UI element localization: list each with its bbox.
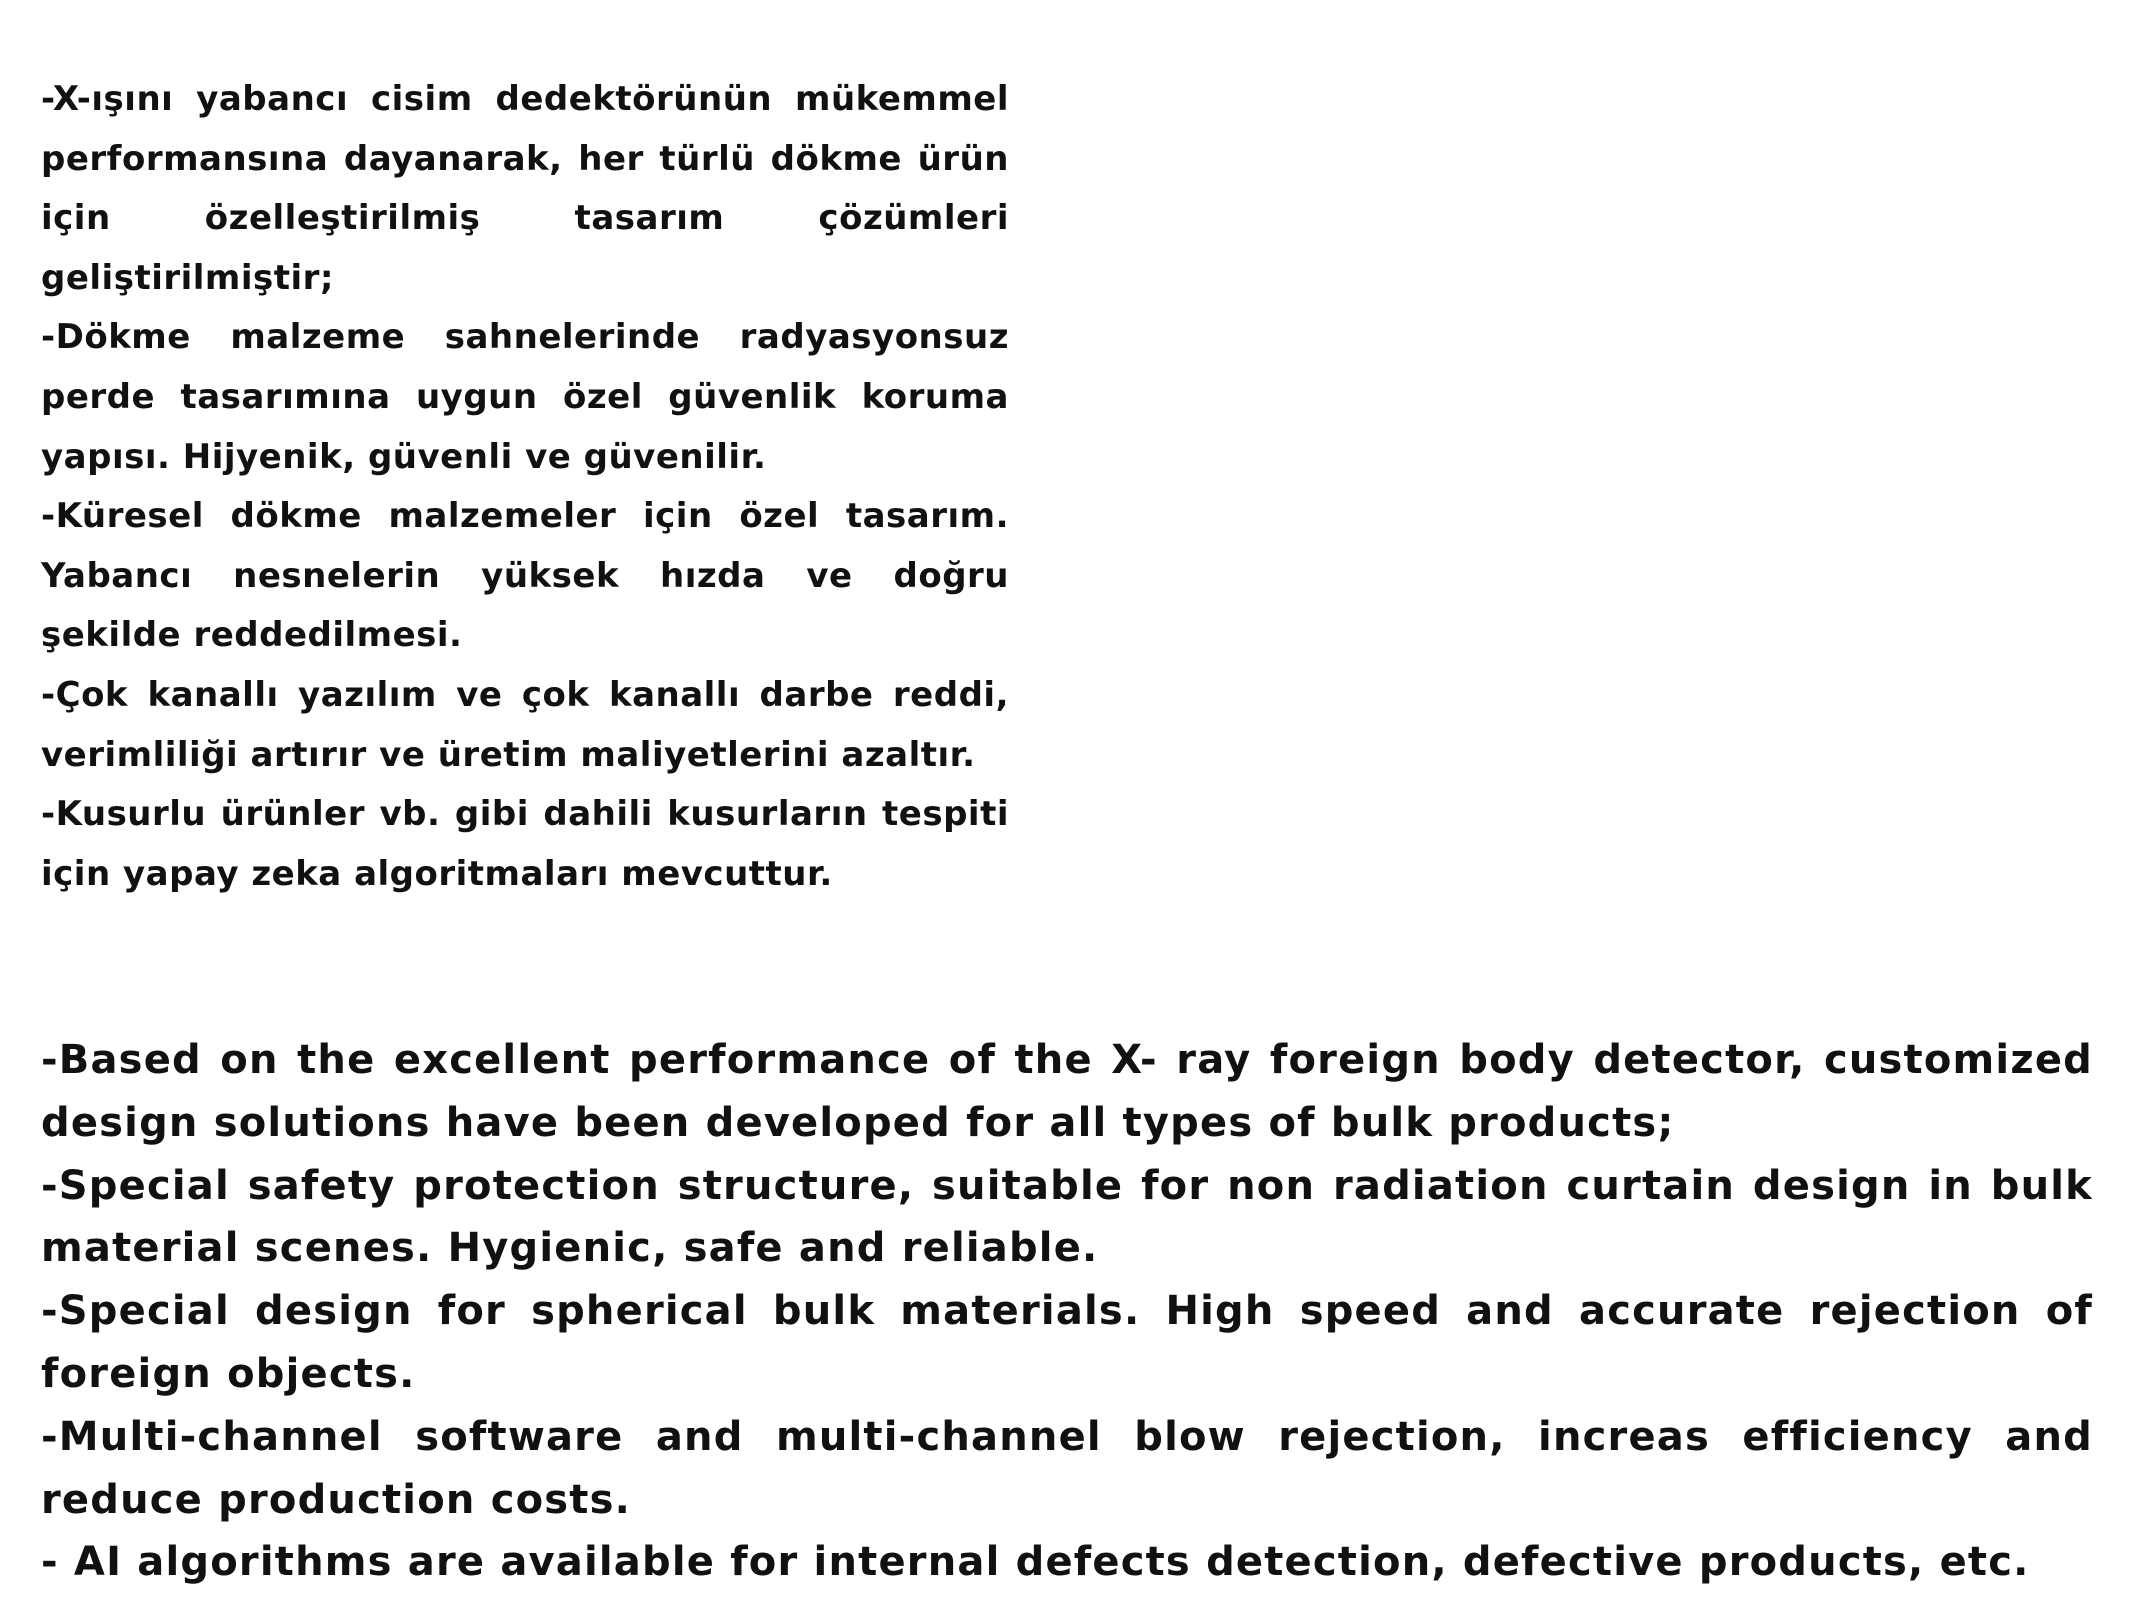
turkish-paragraph-5: -Kusurlu ürünler vb. gibi dahili kusurların tespiti için yapay zeka algoritmaları mevcuttur. [41,794,1009,894]
english-features-text [41,1029,2093,1594]
english-paragraph-5: - AI algorithms are available for internal defects detection, defective products, etc. [41,1539,2030,1586]
turkish-paragraph-2: -Dökme malzeme sahnelerinde radyasyonsuz perde tasarımına uygun özel güvenlik koruma yapısı. Hijyenik, güvenli ve güvenilir. [41,317,1009,477]
turkish-paragraph-3: -Küresel dökme malzemeler için özel tasarım. Yabancı nesnelerin yüksek hızda ve doğru şekilde reddedilmesi. [41,496,1009,656]
english-paragraph-4: -Multi-channel software and multi-channel blow rejection, increas efficiency and reduce production costs. [41,1413,2093,1523]
turkish-features-text [41,70,1009,904]
english-paragraph-3: -Special design for spherical bulk materials. High speed and accurate rejection of foreign objects. [41,1288,2093,1397]
english-paragraph-2: -Special safety protection structure, suitable for non radiation curtain design in bulk material scenes. Hygienic, safe and reliable. [41,1162,2093,1272]
english-paragraph-1: -Based on the excellent performance of the X- ray foreign body detector, customized design solutions have been developed for all types of bulk products; [41,1037,2093,1146]
turkish-paragraph-4: -Çok kanallı yazılım ve çok kanallı darbe reddi, verimliliği artırır ve üretim maliyetlerini azaltır. [41,674,1009,775]
turkish-paragraph-1: -X-ışını yabancı cisim dedektörünün mükemmel performansına dayanarak, her türlü dökme ürün için özelleştirilmiş tasarım çözümleri geliştirilmiştir; [41,79,1009,298]
